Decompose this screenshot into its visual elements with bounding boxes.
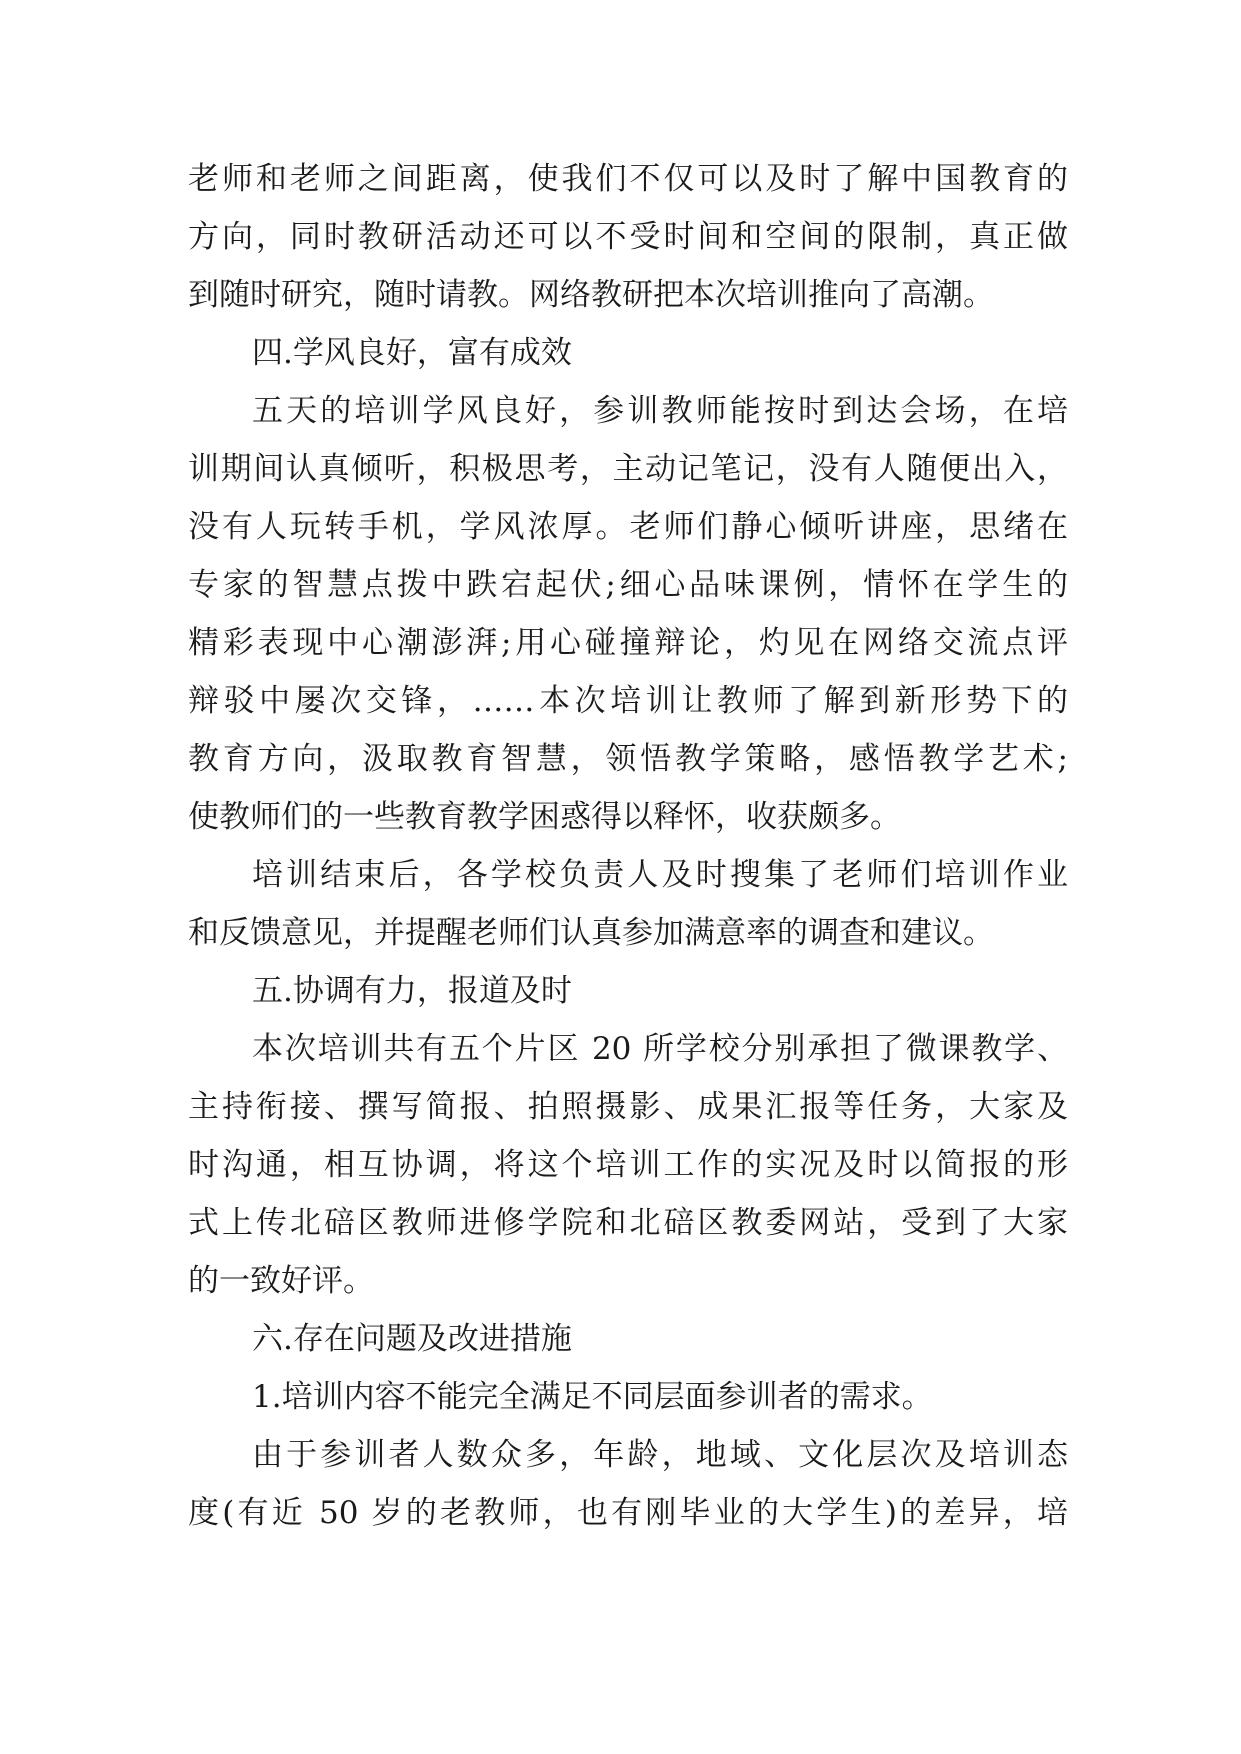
text-line: 时沟通，相互协调，将这个培训工作的实况及时以简报的形: [188, 1147, 1068, 1183]
text-line: 使教师们的一些教育教学困惑得以释怀，收获颇多。: [188, 799, 901, 835]
text-line: 方向，同时教研活动还可以不受时间和空间的限制，真正做: [188, 219, 1068, 255]
text-line: 专家的智慧点拨中跌宕起伏;细心品味课例，情怀在学生的: [188, 567, 1068, 603]
section-heading: 五.协调有力，报道及时: [252, 973, 572, 1009]
text-line: 到随时研究，随时请教。网络教研把本次培训推向了高潮。: [188, 277, 994, 313]
text-line: 由于参训者人数众多，年龄，地域、文化层次及培训态: [252, 1437, 1068, 1473]
text-line: 度(有近 50 岁的老教师，也有刚毕业的大学生)的差异，培: [188, 1495, 1068, 1531]
text-line: 本次培训共有五个片区 20 所学校分别承担了微课教学、: [252, 1031, 1068, 1067]
text-line: 精彩表现中心潮澎湃;用心碰撞辩论，灼见在网络交流点评: [188, 625, 1068, 661]
text-line: 训期间认真倾听，积极思考，主动记笔记，没有人随便出入，: [188, 451, 1068, 487]
text-line: 辩驳中屡次交锋，……本次培训让教师了解到新形势下的: [188, 683, 1068, 719]
text-line: 主持衔接、撰写简报、拍照摄影、成果汇报等任务，大家及: [188, 1089, 1068, 1125]
text-line: 五天的培训学风良好，参训教师能按时到达会场，在培: [252, 393, 1068, 429]
text-line: 式上传北碚区教师进修学院和北碚区教委网站，受到了大家: [188, 1205, 1068, 1241]
subsection-heading: 1.培训内容不能完全满足不同层面参训者的需求。: [252, 1379, 933, 1415]
section-heading: 四.学风良好，富有成效: [252, 335, 572, 371]
section-heading: 六.存在问题及改进措施: [252, 1321, 572, 1357]
text-line: 和反馈意见，并提醒老师们认真参加满意率的调查和建议。: [188, 915, 994, 951]
text-line: 老师和老师之间距离，使我们不仅可以及时了解中国教育的: [188, 161, 1068, 197]
text-line: 的一致好评。: [188, 1263, 374, 1299]
text-line: 教育方向，汲取教育智慧，领悟教学策略，感悟教学艺术;: [188, 741, 1068, 777]
text-line: 培训结束后，各学校负责人及时搜集了老师们培训作业: [252, 857, 1068, 893]
text-line: 没有人玩转手机，学风浓厚。老师们静心倾听讲座，思绪在: [188, 509, 1068, 545]
